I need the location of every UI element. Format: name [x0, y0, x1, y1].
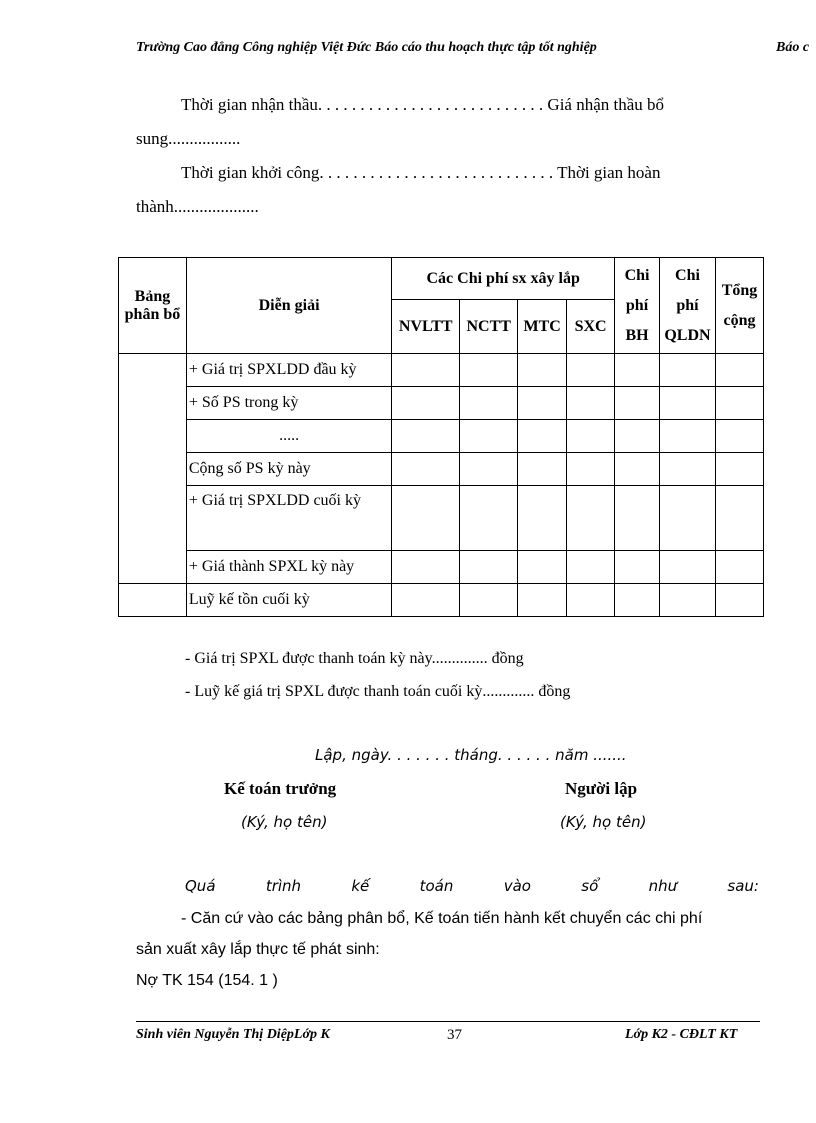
contract-time-line-cont: sung.................	[136, 129, 241, 148]
col-sales-cost: Chi phí BH	[615, 258, 660, 354]
col-allocation: Bảng phân bổ	[119, 258, 187, 354]
footer-student: Sinh viên Nguyễn Thị DiệpLớp K	[136, 1027, 330, 1042]
process-heading: Quá trình kế toán vào sổ như sau:	[185, 877, 759, 895]
chief-accountant-note: (Ký, họ tên)	[241, 813, 328, 831]
table-row	[119, 420, 764, 453]
preparer-title: Người lập	[565, 779, 638, 798]
row-label: + Số PS trong kỳ	[186, 387, 391, 420]
col-nvltt: NVLTT	[392, 300, 460, 354]
cost-table	[118, 257, 764, 617]
row-label: + Giá trị SPXLDD đầu kỳ	[186, 354, 391, 387]
intro-paragraph	[136, 88, 726, 224]
bullet-paid-value: - Giá trị SPXL được thanh toán kỳ này.............. đồng	[185, 650, 524, 667]
table-row	[119, 584, 764, 617]
col-nctt: NCTT	[460, 300, 518, 354]
preparer-note: (Ký, họ tên)	[560, 813, 647, 831]
chief-accountant-title: Kế toán trưởng	[224, 779, 337, 798]
process-line-1: - Căn cứ vào các bảng phân bổ, Kế toán tiến hành kết chuyển các chi phí	[181, 910, 703, 927]
row-label: Luỹ kế tồn cuối kỳ	[186, 584, 391, 617]
page-header	[136, 40, 816, 56]
col-total: Tổng cộng	[715, 258, 763, 354]
header-title: Trường Cao đẳng Công nghiệp Việt Đức Báo cáo thu hoạch thực tập tốt nghiệp	[136, 40, 597, 55]
process-line-2: sản xuất xây lắp thực tế phát sinh:	[136, 941, 380, 958]
start-time-line-cont: thành....................	[136, 197, 259, 216]
header-right: Báo c	[776, 40, 810, 55]
start-time-line: Thời gian khởi công. . . . . . . . . . . . . . . . . . . . . . . . . . . . Thời gian hoàn	[181, 163, 661, 182]
page-number: 37	[447, 1027, 462, 1043]
footer-divider	[136, 1021, 760, 1022]
table-row	[119, 354, 764, 387]
table-row	[119, 486, 764, 551]
process-line-3: Nợ TK 154 (154. 1 )	[136, 972, 278, 989]
col-group-costs: Các Chi phí sx xây lắp	[392, 258, 615, 300]
col-mtc: MTC	[518, 300, 567, 354]
row-label: + Giá thành SPXL kỳ này	[186, 551, 391, 584]
row-label: Cộng số PS kỳ này	[186, 453, 391, 486]
col-admin-cost: Chi phí QLDN	[660, 258, 716, 354]
col-sxc: SXC	[567, 300, 615, 354]
sign-date-line: Lập, ngày. . . . . . . tháng. . . . . . năm .......	[315, 746, 627, 764]
bullet-cumulative-paid: - Luỹ kế giá trị SPXL được thanh toán cuối kỳ............. đồng	[185, 683, 571, 700]
process-paragraph	[136, 903, 766, 996]
col-description: Diễn giải	[186, 258, 391, 354]
row-label: + Giá trị SPXLDD cuối kỳ	[186, 486, 391, 551]
table-row	[119, 551, 764, 584]
footer-class: Lớp K2 - CĐLT KT	[625, 1027, 738, 1042]
table-row	[119, 453, 764, 486]
row-label: .....	[186, 420, 391, 453]
table-row	[119, 387, 764, 420]
contract-time-line: Thời gian nhận thầu. . . . . . . . . . . . . . . . . . . . . . . . . . . Giá nhận thầu bổ	[181, 95, 665, 114]
